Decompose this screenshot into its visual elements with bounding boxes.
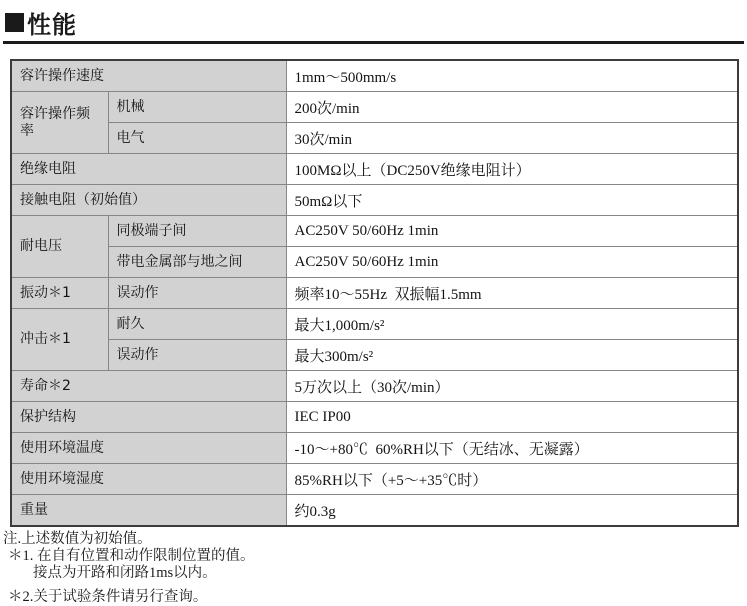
spec-table xyxy=(10,59,739,527)
spec-sub-cell: 电气 xyxy=(108,123,286,154)
spec-value-cell: 5万次以上（30次/min） xyxy=(286,371,738,402)
note-line: ＊1. 在自有位置和动作限制位置的值。 xyxy=(8,548,255,564)
spec-label-cell: 寿命＊2 xyxy=(11,371,286,402)
table-row xyxy=(11,433,738,464)
spec-label-cell: 容许操作频率 xyxy=(11,92,108,154)
spec-value-cell: 85%RH以下（+5～+35℃时） xyxy=(286,464,738,495)
table-row xyxy=(11,464,738,495)
spec-value-cell: 约0.3g xyxy=(286,495,738,527)
spec-label-cell: 绝缘电阻 xyxy=(11,154,286,185)
spec-value-cell: 最大300m/s² xyxy=(286,340,738,371)
spec-sub-cell: 误动作 xyxy=(108,340,286,371)
header-rule xyxy=(3,41,744,44)
spec-sub-cell: 机械 xyxy=(108,92,286,123)
spec-value-cell: -10～+80℃ 60%RH以下（无结冰、无凝露） xyxy=(286,433,738,464)
table-row xyxy=(11,154,738,185)
spec-sub-cell: 同极端子间 xyxy=(108,216,286,247)
spec-label-cell: 重量 xyxy=(11,495,286,527)
spec-label-cell: 耐电压 xyxy=(11,216,108,278)
table-row xyxy=(11,371,738,402)
spec-value-cell: 30次/min xyxy=(286,123,738,154)
spec-label-cell: 容许操作速度 xyxy=(11,60,286,92)
table-row xyxy=(11,92,738,123)
table-row xyxy=(11,495,738,527)
spec-value-cell: 1mm～500mm/s xyxy=(286,60,738,92)
section-title: 性能 xyxy=(27,10,77,39)
note-line: 接点为开路和闭路1ms以内。 xyxy=(33,565,217,581)
spec-value-cell: AC250V 50/60Hz 1min xyxy=(286,216,738,247)
spec-value-cell: 50mΩ以下 xyxy=(286,185,738,216)
spec-label-cell: 使用环境温度 xyxy=(11,433,286,464)
spec-label-cell: 冲击＊1 xyxy=(11,309,108,371)
spec-sub-cell: 带电金属部与地之间 xyxy=(108,247,286,278)
table-row xyxy=(11,123,738,154)
spec-value-cell: IEC IP00 xyxy=(286,402,738,433)
footnotes xyxy=(3,531,747,606)
table-row xyxy=(11,247,738,278)
table-row xyxy=(11,278,738,309)
table-row xyxy=(11,402,738,433)
spec-label-cell: 保护结构 xyxy=(11,402,286,433)
black-square-icon xyxy=(5,13,24,32)
spec-value-cell: 100MΩ以上（DC250V绝缘电阻计） xyxy=(286,154,738,185)
spec-sub-cell: 误动作 xyxy=(108,278,286,309)
table-row xyxy=(11,340,738,371)
spec-label-cell: 接触电阻（初始值） xyxy=(11,185,286,216)
table-row xyxy=(11,185,738,216)
table-row xyxy=(11,309,738,340)
section-header xyxy=(0,0,747,38)
table-row xyxy=(11,60,738,92)
spec-label-cell: 使用环境湿度 xyxy=(11,464,286,495)
spec-label-cell: 振动＊1 xyxy=(11,278,108,309)
spec-sub-cell: 耐久 xyxy=(108,309,286,340)
spec-value-cell: AC250V 50/60Hz 1min xyxy=(286,247,738,278)
table-row xyxy=(11,216,738,247)
spec-value-cell: 200次/min xyxy=(286,92,738,123)
note-line: 注.上述数值为初始值。 xyxy=(3,531,152,547)
spec-value-cell: 最大1,000m/s² xyxy=(286,309,738,340)
note-line: ＊2.关于试验条件请另行查询。 xyxy=(8,589,208,605)
spec-value-cell: 频率10～55Hz 双振幅1.5mm xyxy=(286,278,738,309)
